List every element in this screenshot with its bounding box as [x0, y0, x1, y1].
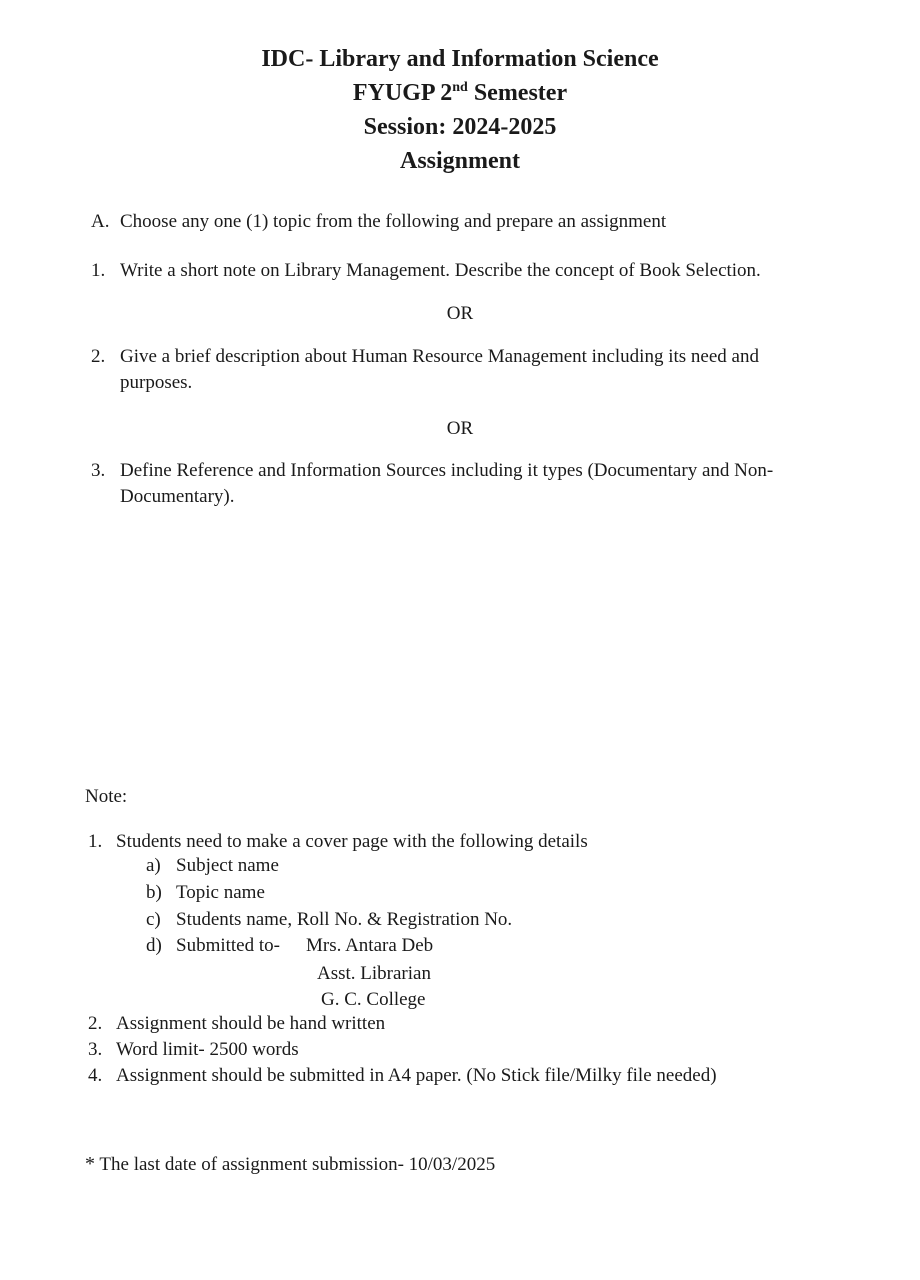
- note-item: 4. Assignment should be submitted in A4 paper. (No Stick file/Milky file needed): [88, 1065, 717, 1086]
- submitted-to-institution: G. C. College: [321, 989, 426, 1010]
- submitted-to-designation: Asst. Librarian: [317, 963, 431, 984]
- note-item: 3. Word limit- 2500 words: [88, 1039, 299, 1060]
- semester-line: FYUGP 2nd Semester: [352, 80, 568, 106]
- note-item: 2. Assignment should be hand written: [88, 1013, 386, 1034]
- note-item: 1. Students need to make a cover page with the following details: [88, 831, 588, 852]
- or-separator: OR: [446, 303, 474, 324]
- note-sub-item: d) Submitted to-: [146, 935, 280, 956]
- session-line: Session: 2024-2025: [363, 114, 557, 140]
- topic-item: 2. Give a brief description about Human Resource Management including its need and purposes.: [91, 346, 759, 393]
- submission-deadline: * The last date of assignment submission- 10/03/2025: [85, 1153, 496, 1175]
- note-sub-item: b) Topic name: [146, 882, 265, 903]
- document-header: [0, 42, 920, 178]
- or-separator: OR: [446, 418, 474, 439]
- course-title: IDC- Library and Information Science: [261, 46, 659, 72]
- note-title: Note:: [85, 786, 128, 807]
- topic-item: 3. Define Reference and Information Sources including it types (Documentary and Non-Documentary).: [91, 460, 774, 507]
- note-sub-item: c) Students name, Roll No. & Registration No.: [146, 909, 513, 930]
- submitted-to-name: Mrs. Antara Deb: [306, 935, 434, 956]
- assignment-title: Assignment: [399, 148, 520, 174]
- note-sub-item: a) Subject name: [146, 855, 279, 876]
- section-a-instruction: A. Choose any one (1) topic from the following and prepare an assignment: [91, 211, 667, 232]
- topic-item: 1. Write a short note on Library Management. Describe the concept of Book Selection.: [91, 260, 761, 281]
